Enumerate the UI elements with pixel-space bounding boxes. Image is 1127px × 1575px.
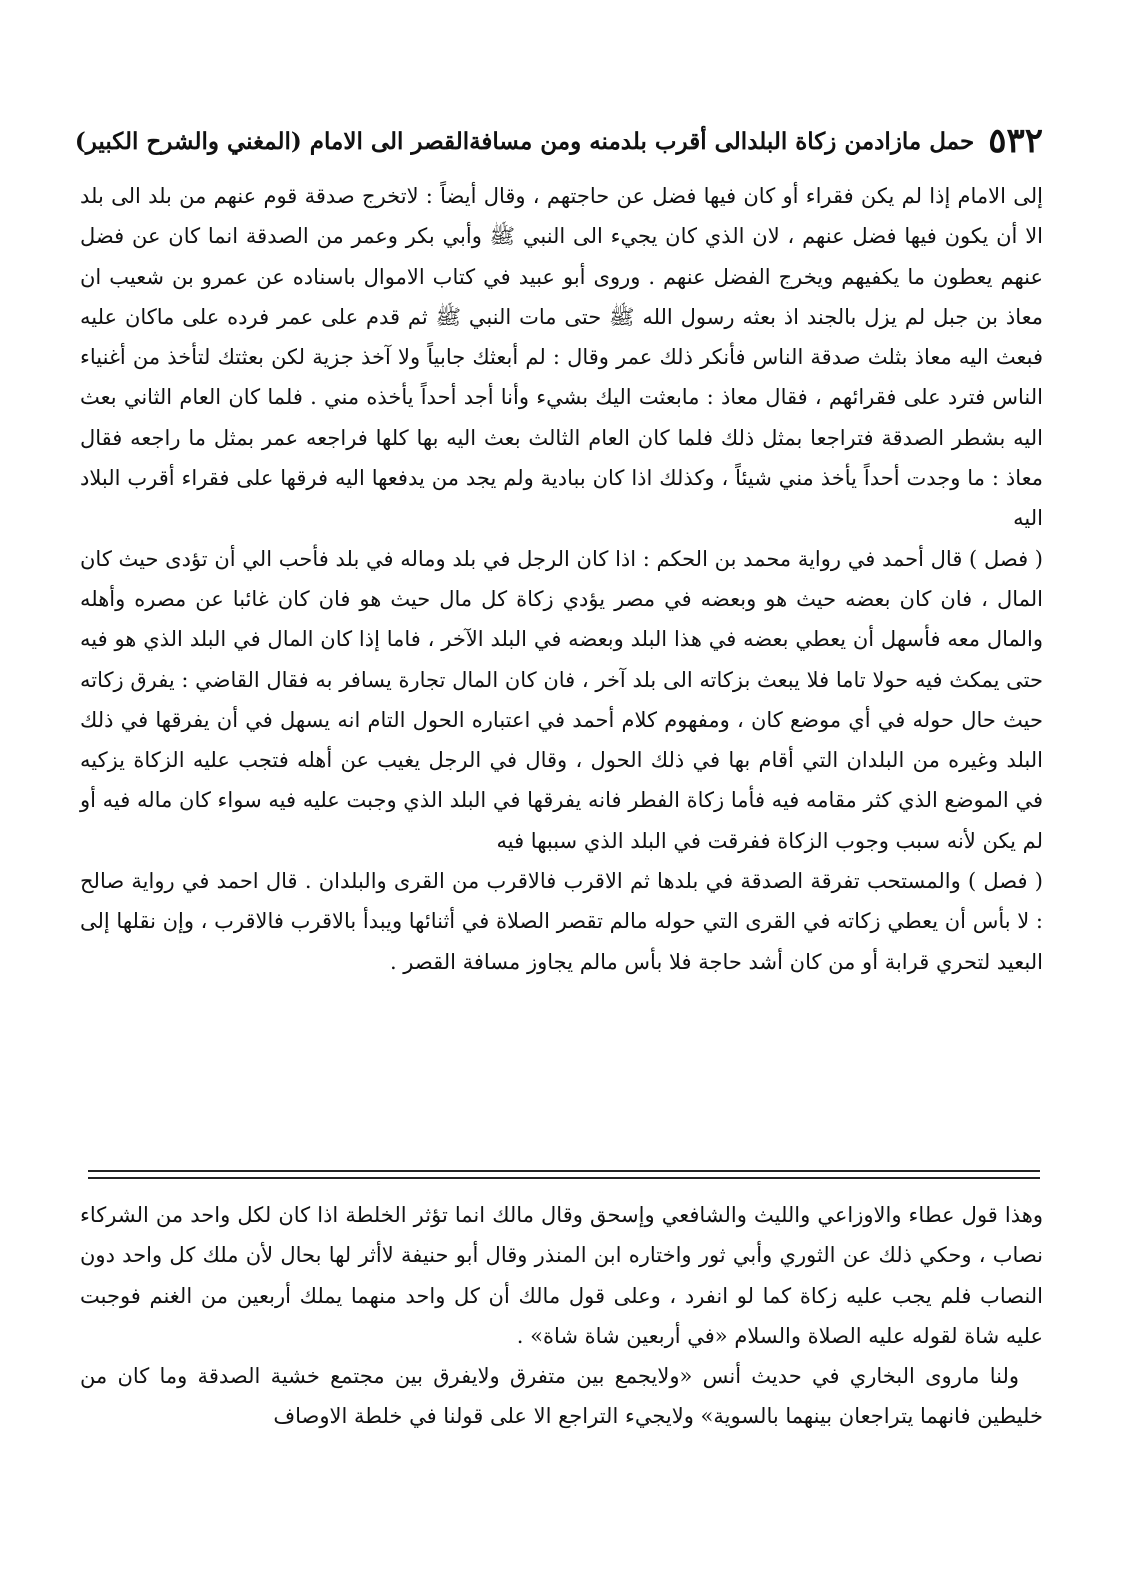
paragraph-3: ( فصل ) والمستحب تفرقة الصدقة في بلدها ثم الاقرب فالاقرب من القرى والبلدان . قال احمد في رواية صالح : لا بأس أن يعطي زكاته في القرى التي حوله مالم تقصر الصلاة في أثنائها ويبدأ بالاقرب فالاقرب ، وإن نقلها إلى البعيد لتحري قرابة أو من كان أشد حاجة فلا بأس مالم يجاوز مسافة القصر . — [80, 869, 1043, 974]
page-number: ٥٣٢ — [988, 121, 1043, 161]
page-header — [74, 118, 1043, 164]
footnote-paragraph-2: ولنا ماروى البخاري في حديث أنس «ولايجمع بين متفرق ولايفرق بين مجتمع خشية الصدقة وما كان من خليطين فانهما يتراجعان بينهما بالسوية» ولايجيء التراجع الا على قولنا في خلطة الاوصاف — [80, 1364, 1043, 1429]
footnote-divider-top — [88, 1170, 1040, 1172]
main-text — [80, 176, 1043, 982]
footnote-divider-bottom — [88, 1177, 1040, 1179]
footnotes-section — [80, 1195, 1043, 1437]
paragraph-2: ( فصل ) قال أحمد في رواية محمد بن الحكم : اذا كان الرجل في بلد وماله في بلد فأحب الي أن تؤدى حيث كان المال ، فان كان بعضه حيث هو وبعضه في مصر يؤدي زكاة كل مال حيث هو فان كان غائبا عن مصره وأهله والمال معه فأسهل أن يعطي بعضه في هذا البلد وبعضه في البلد الآخر ، فاما إذا كان المال في البلد الذي هو فيه حتى يمكث فيه حولا تاما فلا يبعث بزكاته الى بلد آخر ، فان كان المال تجارة يسافر به فقال القاضي : يفرق زكاته حيث حال حوله في أي موضع كان ، ومفهوم كلام أحمد في اعتباره الحول التام انه يسهل في أن يفرقها في ذلك البلد وغيره من البلدان التي أقام بها في ذلك الحول ، وقال في الرجل يغيب عن أهله فتجب عليه الزكاة يزكيه في الموضع الذي كثر مقامه فيه فأما زكاة الفطر فانه يفرقها في البلد الذي وجبت عليه فيه سواء كان ماله فيه أو لم يكن لأنه سبب وجوب الزكاة ففرقت في البلد الذي سببها فيه — [80, 546, 1043, 853]
footnote-paragraph-1: وهذا قول عطاء والاوزاعي والليث والشافعي وإسحق وقال مالك انما تؤثر الخلطة اذا كان لكل واحد من الشركاء نصاب ، وحكي ذلك عن الثوري وأبي ثور واختاره ابن المنذر وقال أبو حنيفة لاأثر لها بحال لأن ملك كل واحد دون النصاب فلم يجب عليه زكاة كما لو انفرد ، وعلى قول مالك أن كل واحد منهما يملك أربعين من الغنم فوجبت عليه شاة لقوله عليه الصلاة والسلام «في أربعين شاة شاة» . — [80, 1203, 1043, 1348]
running-title: حمل مازادمن زكاة البلدالى أقرب بلدمنه ومن مسافةالقصر الى الامام (المغني والشرح الكبير) — [74, 127, 975, 155]
paragraph-1: إلى الامام إذا لم يكن فقراء أو كان فيها فضل عن حاجتهم ، وقال أيضاً : لاتخرج صدقة قوم عنهم من بلد الى بلد الا أن يكون فيها فضل عنهم ، لان الذي كان يجيء الى النبي ﷺ وأبي بكر وعمر من الصدقة انما كان عن فضل عنهم يعطون ما يكفيهم ويخرج الفضل عنهم . وروى أبو عبيد في كتاب الاموال باسناده عن عمرو بن شعيب ان معاذ بن جبل لم يزل بالجند اذ بعثه رسول الله ﷺ حتى مات النبي ﷺ ثم قدم على عمر فرده على ماكان عليه فبعث اليه معاذ بثلث صدقة الناس فأنكر ذلك عمر وقال : لم أبعثك جابياً ولا آخذ جزية لكن بعثتك لتأخذ من أغنياء الناس فترد على فقرائهم ، فقال معاذ : مابعثت اليك بشيء وأنا أجد أحداً يأخذه مني . فلما كان العام الثاني بعث اليه بشطر الصدقة فتراجعا بمثل ذلك فلما كان العام الثالث بعث اليه بها كلها فراجعه عمر بمثل ما راجعه فقال معاذ : ما وجدت أحداً يأخذ مني شيئاً ، وكذلك اذا كان ببادية ولم يجد من يدفعها اليه فرقها على فقراء أقرب البلاد اليه — [80, 184, 1043, 531]
